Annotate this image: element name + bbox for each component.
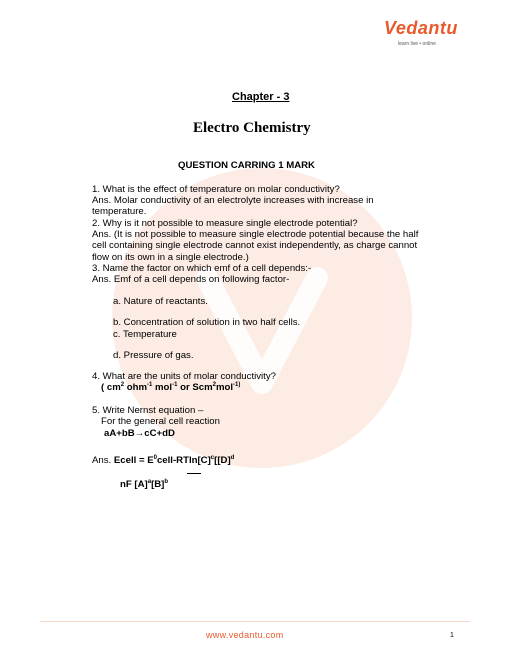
answer-2-line-2: cell containing single electrode cannot exist independently, as charge cannot [92,240,418,251]
brand-logo [384,18,484,52]
footer-divider [40,621,470,622]
answer-2-line-3: flow on its own in a single electrode.) [92,252,249,263]
question-4: 4. What are the units of molar conductivity? [92,371,276,382]
logo-tagline: learn live • online [398,41,436,47]
footer-url[interactable]: www.vedantu.com [206,630,284,640]
answer-3: Ans. Emf of a cell depends on following factor- [92,274,290,285]
question-1: 1. What is the effect of temperature on molar conductivity? [92,184,340,195]
page-number: 1 [450,632,454,639]
units-answer: ( $cm^2$ ohm$^{-1}$ mol$^{-1}$ or Scm$^2$mol$^{-1)}$ [101,382,241,393]
answer-1-line-2: temperature. [92,206,147,217]
answer-1-line-1: Ans. Molar conductivity of an electrolyte increases with increase in [92,195,374,206]
factor-d: d. Pressure of gas. [113,350,194,361]
section-heading: QUESTION CARRING 1 MARK [178,160,315,171]
question-2: 2. Why is it not possible to measure single electrode potential? [92,218,358,229]
nernst-denominator: nF $[A]^a[B]^b$ [120,479,169,490]
question-5-subtext: For the general cell reaction [101,416,220,427]
factor-b: b. Concentration of solution in two half cells. [113,317,301,328]
logo-text: Vedantu [384,18,458,38]
chapter-heading: Chapter - 3 [232,91,290,103]
factor-a: a. Nature of reactants. [113,296,208,307]
question-5: 5. Write Nernst equation – [92,405,204,416]
answer-2-line-1: Ans. (It is not possible to measure single electrode potential because the half [92,229,419,240]
question-3: 3. Name the factor on which emf of a cell depends:- [92,263,312,274]
page-title: Electro Chemistry [193,120,311,136]
fraction-bar [187,473,201,474]
factor-c: c. Temperature [113,329,177,340]
nernst-equation: Ans. Ecell = $E^0cell-RTln[C]^c[[D]^d$ [92,455,235,466]
reaction-equation: aA+bB→cC+dD [104,428,175,439]
